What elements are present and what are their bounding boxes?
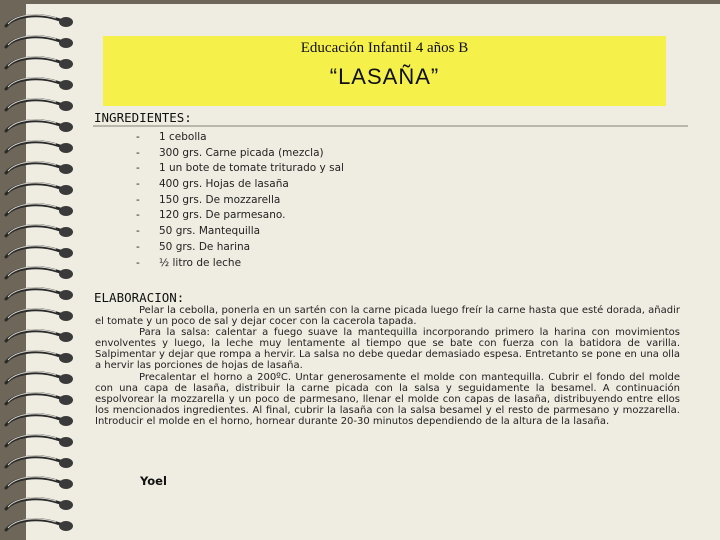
- paragraph: Precalentar el horno a 200ºC. Untar generosamente el molde con mantequilla. Cubrir el fondo del molde con una capa de lasaña, distribuir la carne picada con la salsa y seguidamente la besamel. A continuación espolvorear la mozzarella y un poco de parmesano, llenar el molde con capas de lasaña, distribuyendo entre ellos los mencionados ingredientes. Al final, cubrir la lasaña con la salsa besamel y el resto de parmesano y mozzarella. Introducir el molde en el horno, hornear durante 20-30 minutos dependiendo de la altura de la lasaña.: [95, 371, 680, 427]
- ingredient-text: 1 cebolla: [159, 131, 207, 143]
- spiral-ring: [6, 309, 73, 321]
- list-item: - 1 un bote de tomate triturado y sal: [136, 162, 344, 175]
- spiral-ring: [6, 477, 73, 489]
- divider: [93, 125, 688, 127]
- spiral-ring: [6, 183, 73, 195]
- paragraph: Para la salsa: calentar a fuego suave la mantequilla incorporando primero la harina con movimientos envolventes y luego, la leche muy lentamente al tiempo que se bate con fuerza con la batidora de varilla. Salpimentar y dejar que rompa a hervir. La salsa no debe quedar demasiado espesa. Entretanto se pone en una olla a hervir las porciones de hojas de lasaña.: [95, 327, 680, 372]
- spiral-ring: [6, 330, 73, 342]
- spiral-ring: [6, 246, 73, 258]
- list-item: - 150 grs. De mozzarella: [136, 193, 281, 206]
- class-subtitle: Educación Infantil 4 años B: [300, 40, 469, 56]
- ingredient-text: ½ litro de leche: [159, 256, 242, 269]
- list-item: - 50 grs. Mantequilla: [136, 225, 261, 238]
- title-banner: [103, 36, 666, 106]
- elaboration-text: [95, 305, 680, 427]
- spiral-ring: [6, 267, 73, 279]
- spiral-ring: [6, 57, 73, 69]
- ingredient-text: 150 grs. De mozzarella: [159, 193, 281, 206]
- spiral-ring: [6, 225, 73, 237]
- author-signature: Yoel: [140, 474, 167, 488]
- spiral-ring: [6, 498, 73, 510]
- list-item: - 1 cebolla: [136, 131, 207, 143]
- spiral-ring: [6, 99, 73, 111]
- spiral-ring: [6, 435, 73, 447]
- spiral-ring: [6, 36, 73, 48]
- spiral-ring: [6, 288, 73, 300]
- list-item: - 50 grs. De harina: [136, 240, 251, 253]
- list-item: - 120 grs. De parmesano.: [136, 209, 286, 222]
- spiral-ring: [6, 78, 73, 90]
- ingredient-text: 50 grs. De harina: [159, 240, 251, 253]
- ingredients-heading: INGREDIENTES:: [94, 110, 192, 125]
- spiral-binding: [0, 0, 80, 540]
- spiral-ring: [6, 414, 73, 426]
- spiral-ring: [6, 456, 73, 468]
- spiral-ring: [6, 204, 73, 216]
- spiral-ring: [6, 351, 73, 363]
- spiral-ring: [6, 393, 73, 405]
- spiral-ring: [6, 120, 73, 132]
- ingredient-text: 120 grs. De parmesano.: [159, 209, 286, 222]
- spiral-ring: [6, 519, 73, 531]
- list-item: - 300 grs. Carne picada (mezcla): [136, 146, 324, 159]
- list-item: - 400 grs. Hojas de lasaña: [136, 178, 289, 191]
- ingredient-text: 1 un bote de tomate triturado y sal: [159, 162, 344, 175]
- page-title: “LASAÑA”: [329, 64, 440, 89]
- ingredient-list: [136, 130, 344, 271]
- ingredient-text: 300 grs. Carne picada (mezcla): [159, 146, 324, 159]
- spiral-ring: [6, 15, 73, 27]
- ingredient-text: 400 grs. Hojas de lasaña: [159, 178, 289, 191]
- spiral-ring: [6, 162, 73, 174]
- list-item: - ½ litro de leche: [136, 256, 242, 269]
- spiral-ring: [6, 141, 73, 153]
- spiral-ring: [6, 372, 73, 384]
- paragraph: Pelar la cebolla, ponerla en un sartén con la carne picada luego freír la carne hasta que esté dorada, añadir el tomate y un poco de sal y dejar cocer con la cacerola tapada.: [95, 305, 680, 328]
- ingredient-text: 50 grs. Mantequilla: [159, 225, 261, 238]
- elaboration-heading: ELABORACION:: [94, 290, 185, 305]
